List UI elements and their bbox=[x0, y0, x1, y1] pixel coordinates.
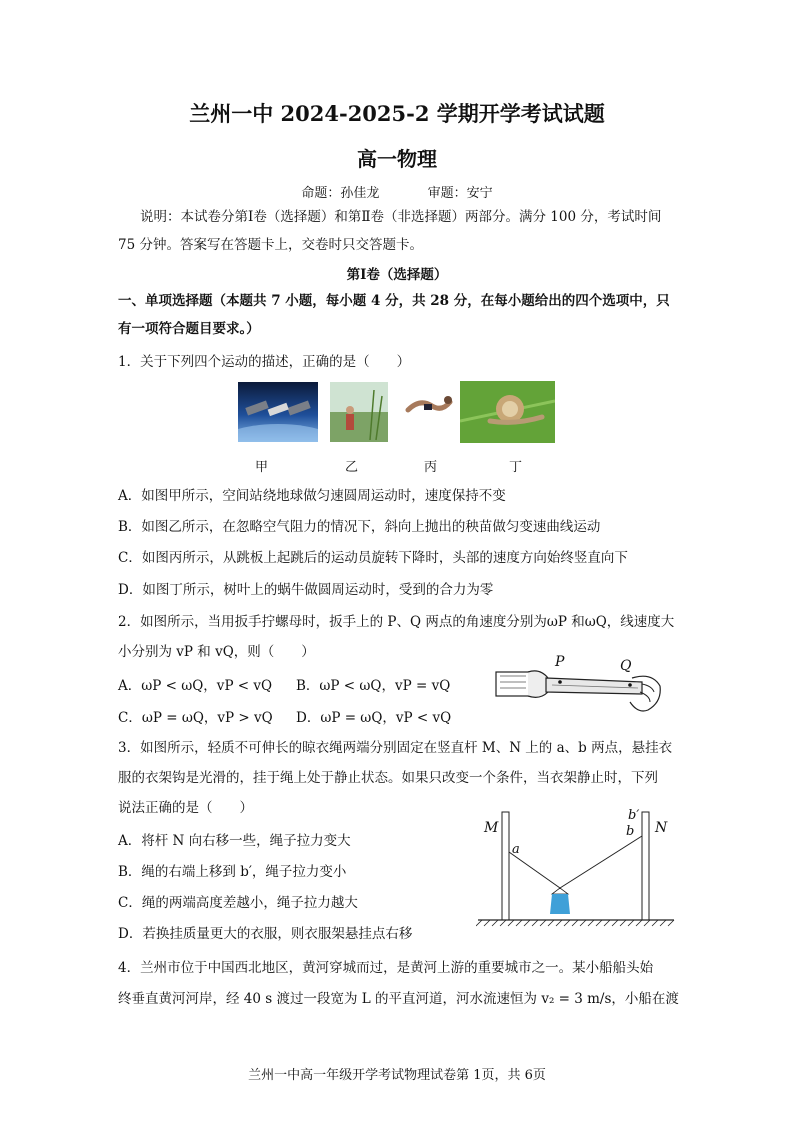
exam-title: 兰州一中 2024-2025-2 学期开学考试试题 bbox=[189, 101, 605, 126]
q3-option-b: B．绳的右端上移到 b′，绳子拉力变小 bbox=[118, 864, 347, 880]
diver-image bbox=[402, 390, 454, 426]
instructions-line2: 75 分钟。答案写在答题卡上，交卷时只交答题卡。 bbox=[118, 237, 423, 253]
q1-option-d: D．如图丁所示，树叶上的蜗牛做圆周运动时，受到的合力为零 bbox=[118, 582, 494, 598]
snail-image bbox=[460, 381, 555, 443]
q1-option-c: C．如图丙所示，从跳板上起跳后的运动员旋转下降时，头部的速度方向始终竖直向下 bbox=[118, 550, 628, 566]
point-label-b: b bbox=[626, 824, 635, 839]
q2-option-b: B．ωP < ωQ，vP = vQ bbox=[296, 678, 451, 694]
q3-stem-line2: 服的衣架钩是光滑的，挂于绳上处于静止状态。如果只改变一个条件，当衣架静止时，下列 bbox=[118, 770, 658, 786]
q2-option-c: C．ωP = ωQ，vP > vQ bbox=[118, 710, 273, 726]
pole-label-n: N bbox=[655, 820, 668, 836]
wrench-label-q: Q bbox=[620, 658, 632, 674]
section-heading-line1: 一、单项选择题（本题共 7 小题，每小题 4 分，共 28 分，在每小题给出的四个选项中，只 bbox=[118, 293, 670, 309]
q2-stem-line2: 小分别为 vP 和 vQ，则（ ） bbox=[118, 644, 315, 660]
q2-option-d: D．ωP = ωQ，vP < vQ bbox=[296, 710, 452, 726]
exam-subject: 高一物理 bbox=[357, 147, 437, 171]
q4-stem-line1: 4．兰州市位于中国西北地区，黄河穿城而过，是黄河上游的重要城市之一。某小船船头始 bbox=[118, 960, 654, 976]
clothesline-diagram bbox=[476, 808, 676, 928]
q3-option-c: C．绳的两端高度差越小，绳子拉力越大 bbox=[118, 895, 358, 911]
author: 命题：孙佳龙 bbox=[301, 186, 380, 201]
reviewer: 审题：安宁 bbox=[427, 186, 493, 201]
q1-option-b: B．如图乙所示，在忽略空气阻力的情况下，斜向上抛出的秧苗做匀变速曲线运动 bbox=[118, 519, 601, 535]
point-label-b-prime: b′ bbox=[628, 808, 640, 823]
rice-planting-image bbox=[330, 382, 388, 442]
point-label-a: a bbox=[512, 842, 520, 857]
instructions-line1: 说明：本试卷分第Ⅰ卷（选择题）和第Ⅱ卷（非选择题）两部分。满分 100 分，考试时间 bbox=[140, 209, 662, 225]
q3-stem-line3: 说法正确的是（ ） bbox=[118, 800, 253, 816]
q3-option-a: A．将杆 N 向右移一些，绳子拉力变大 bbox=[118, 833, 351, 849]
page-footer: 兰州一中高一年级开学考试物理试卷第 1页，共 6页 bbox=[248, 1068, 546, 1083]
space-station-image bbox=[238, 382, 318, 442]
q4-stem-line2: 终垂直黄河河岸，经 40 s 渡过一段宽为 L 的平直河道，河水流速恒为 v₂ = 3 m/s，小船在渡 bbox=[118, 991, 679, 1007]
caption-yi: 乙 bbox=[345, 460, 359, 475]
caption-bing: 丙 bbox=[424, 460, 438, 475]
pole-label-m: M bbox=[484, 820, 499, 836]
wrench-label-p: P bbox=[555, 654, 565, 670]
caption-ding: 丁 bbox=[509, 460, 523, 475]
section-heading-line2: 有一项符合题目要求。） bbox=[118, 321, 260, 337]
q3-option-d: D．若换挂质量更大的衣服，则衣服架悬挂点右移 bbox=[118, 926, 413, 942]
q1-stem: 1．关于下列四个运动的描述，正确的是（ ） bbox=[118, 354, 411, 370]
q1-option-a: A．如图甲所示，空间站绕地球做匀速圆周运动时，速度保持不变 bbox=[118, 488, 506, 504]
q2-option-a: A．ωP < ωQ，vP < vQ bbox=[118, 678, 273, 694]
q3-stem-line1: 3．如图所示，轻质不可伸长的晾衣绳两端分别固定在竖直杆 M、N 上的 a、b 两点，悬挂衣 bbox=[118, 740, 673, 756]
caption-jia: 甲 bbox=[255, 460, 269, 475]
section-title: 第Ⅰ卷（选择题） bbox=[346, 267, 448, 283]
wrench-diagram bbox=[492, 652, 672, 720]
authors-line bbox=[0, 182, 794, 201]
q2-stem-line1: 2．如图所示，当用扳手拧螺母时，扳手上的 P、Q 两点的角速度分别为ωP 和ωQ，线速度大 bbox=[118, 614, 675, 630]
